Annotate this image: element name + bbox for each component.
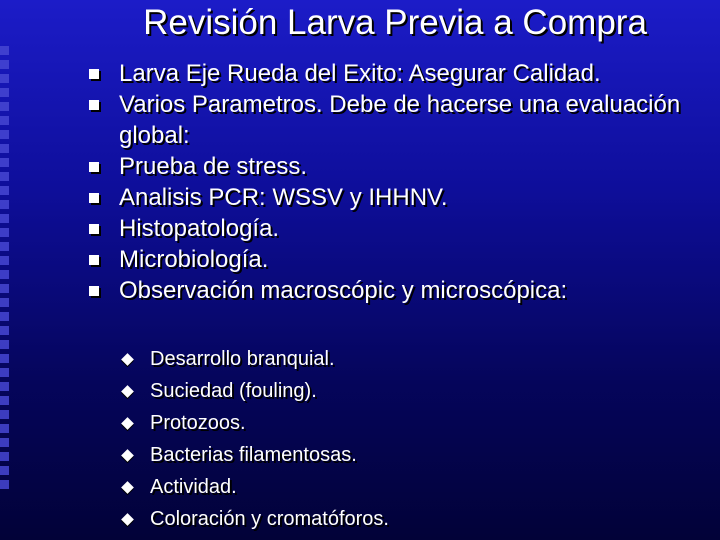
- decorative-square: [0, 270, 9, 279]
- decorative-square: [0, 466, 9, 475]
- sub-bullet-item: [150, 343, 670, 375]
- square-bullet-icon: [89, 224, 99, 234]
- decorative-square: [0, 382, 9, 391]
- decorative-square: [0, 158, 9, 167]
- decorative-square-column: [0, 0, 24, 540]
- bullet-text: Histopatología.: [119, 215, 280, 242]
- bullet-text: Analisis PCR: WSSV y IHHNV.: [119, 184, 448, 211]
- decorative-square: [0, 326, 9, 335]
- decorative-square: [0, 298, 9, 307]
- decorative-square: [0, 354, 9, 363]
- decorative-square: [0, 396, 9, 405]
- diamond-bullet-icon: [121, 353, 134, 366]
- decorative-square: [0, 116, 9, 125]
- decorative-square: [0, 130, 9, 139]
- bullet-item: [119, 275, 699, 306]
- decorative-square: [0, 186, 9, 195]
- bullet-text: Microbiología.: [119, 246, 269, 273]
- diamond-bullet-icon: [121, 385, 134, 398]
- bullet-text: Observación macroscópic y microscópica:: [119, 277, 568, 304]
- decorative-square: [0, 410, 9, 419]
- decorative-square: [0, 46, 9, 55]
- bullet-text: Varios Parametros. Debe de hacerse una evaluación global:: [119, 91, 681, 149]
- diamond-bullet-icon: [121, 481, 134, 494]
- diamond-bullet-icon: [121, 449, 134, 462]
- decorative-square: [0, 368, 9, 377]
- decorative-square: [0, 74, 9, 83]
- decorative-square: [0, 144, 9, 153]
- sub-bullet-text: Desarrollo branquial.: [150, 348, 335, 370]
- bullet-text: Prueba de stress.: [119, 153, 308, 180]
- bullet-item: [119, 89, 699, 151]
- decorative-square: [0, 60, 9, 69]
- sub-bullet-text: Actividad.: [150, 476, 237, 498]
- sub-bullet-item: [150, 439, 670, 471]
- decorative-square: [0, 228, 9, 237]
- sub-bullet-text: Bacterias filamentosas.: [150, 444, 357, 466]
- decorative-square: [0, 312, 9, 321]
- diamond-bullet-icon: [121, 513, 134, 526]
- diamond-bullet-icon: [121, 417, 134, 430]
- decorative-square: [0, 200, 9, 209]
- decorative-square: [0, 424, 9, 433]
- square-bullet-icon: [89, 100, 99, 110]
- decorative-square: [0, 452, 9, 461]
- sub-bullet-list: [150, 343, 670, 535]
- sub-bullet-item: [150, 407, 670, 439]
- square-bullet-icon: [89, 286, 99, 296]
- sub-bullet-item: [150, 503, 670, 535]
- decorative-square: [0, 438, 9, 447]
- decorative-square: [0, 172, 9, 181]
- bullet-item: [119, 213, 699, 244]
- decorative-square: [0, 102, 9, 111]
- decorative-square: [0, 340, 9, 349]
- bullet-item: [119, 182, 699, 213]
- sub-bullet-text: Suciedad (fouling).: [150, 380, 317, 402]
- square-bullet-icon: [89, 69, 99, 79]
- square-bullet-icon: [89, 193, 99, 203]
- decorative-square: [0, 242, 9, 251]
- sub-bullet-text: Coloración y cromatóforos.: [150, 508, 389, 530]
- decorative-square: [0, 480, 9, 489]
- decorative-squares: [0, 46, 9, 489]
- bullet-item: [119, 244, 699, 275]
- bullet-item: [119, 58, 699, 89]
- slide-title: Revisión Larva Previa a Compra: [143, 3, 647, 42]
- decorative-square: [0, 214, 9, 223]
- square-bullet-icon: [89, 162, 99, 172]
- bullet-list: [119, 58, 699, 306]
- bullet-text: Larva Eje Rueda del Exito: Asegurar Calidad.: [119, 60, 601, 87]
- square-bullet-icon: [89, 255, 99, 265]
- decorative-square: [0, 284, 9, 293]
- decorative-square: [0, 88, 9, 97]
- sub-bullet-item: [150, 471, 670, 503]
- sub-bullet-item: [150, 375, 670, 407]
- sub-bullet-text: Protozoos.: [150, 412, 246, 434]
- bullet-item: [119, 151, 699, 182]
- decorative-square: [0, 256, 9, 265]
